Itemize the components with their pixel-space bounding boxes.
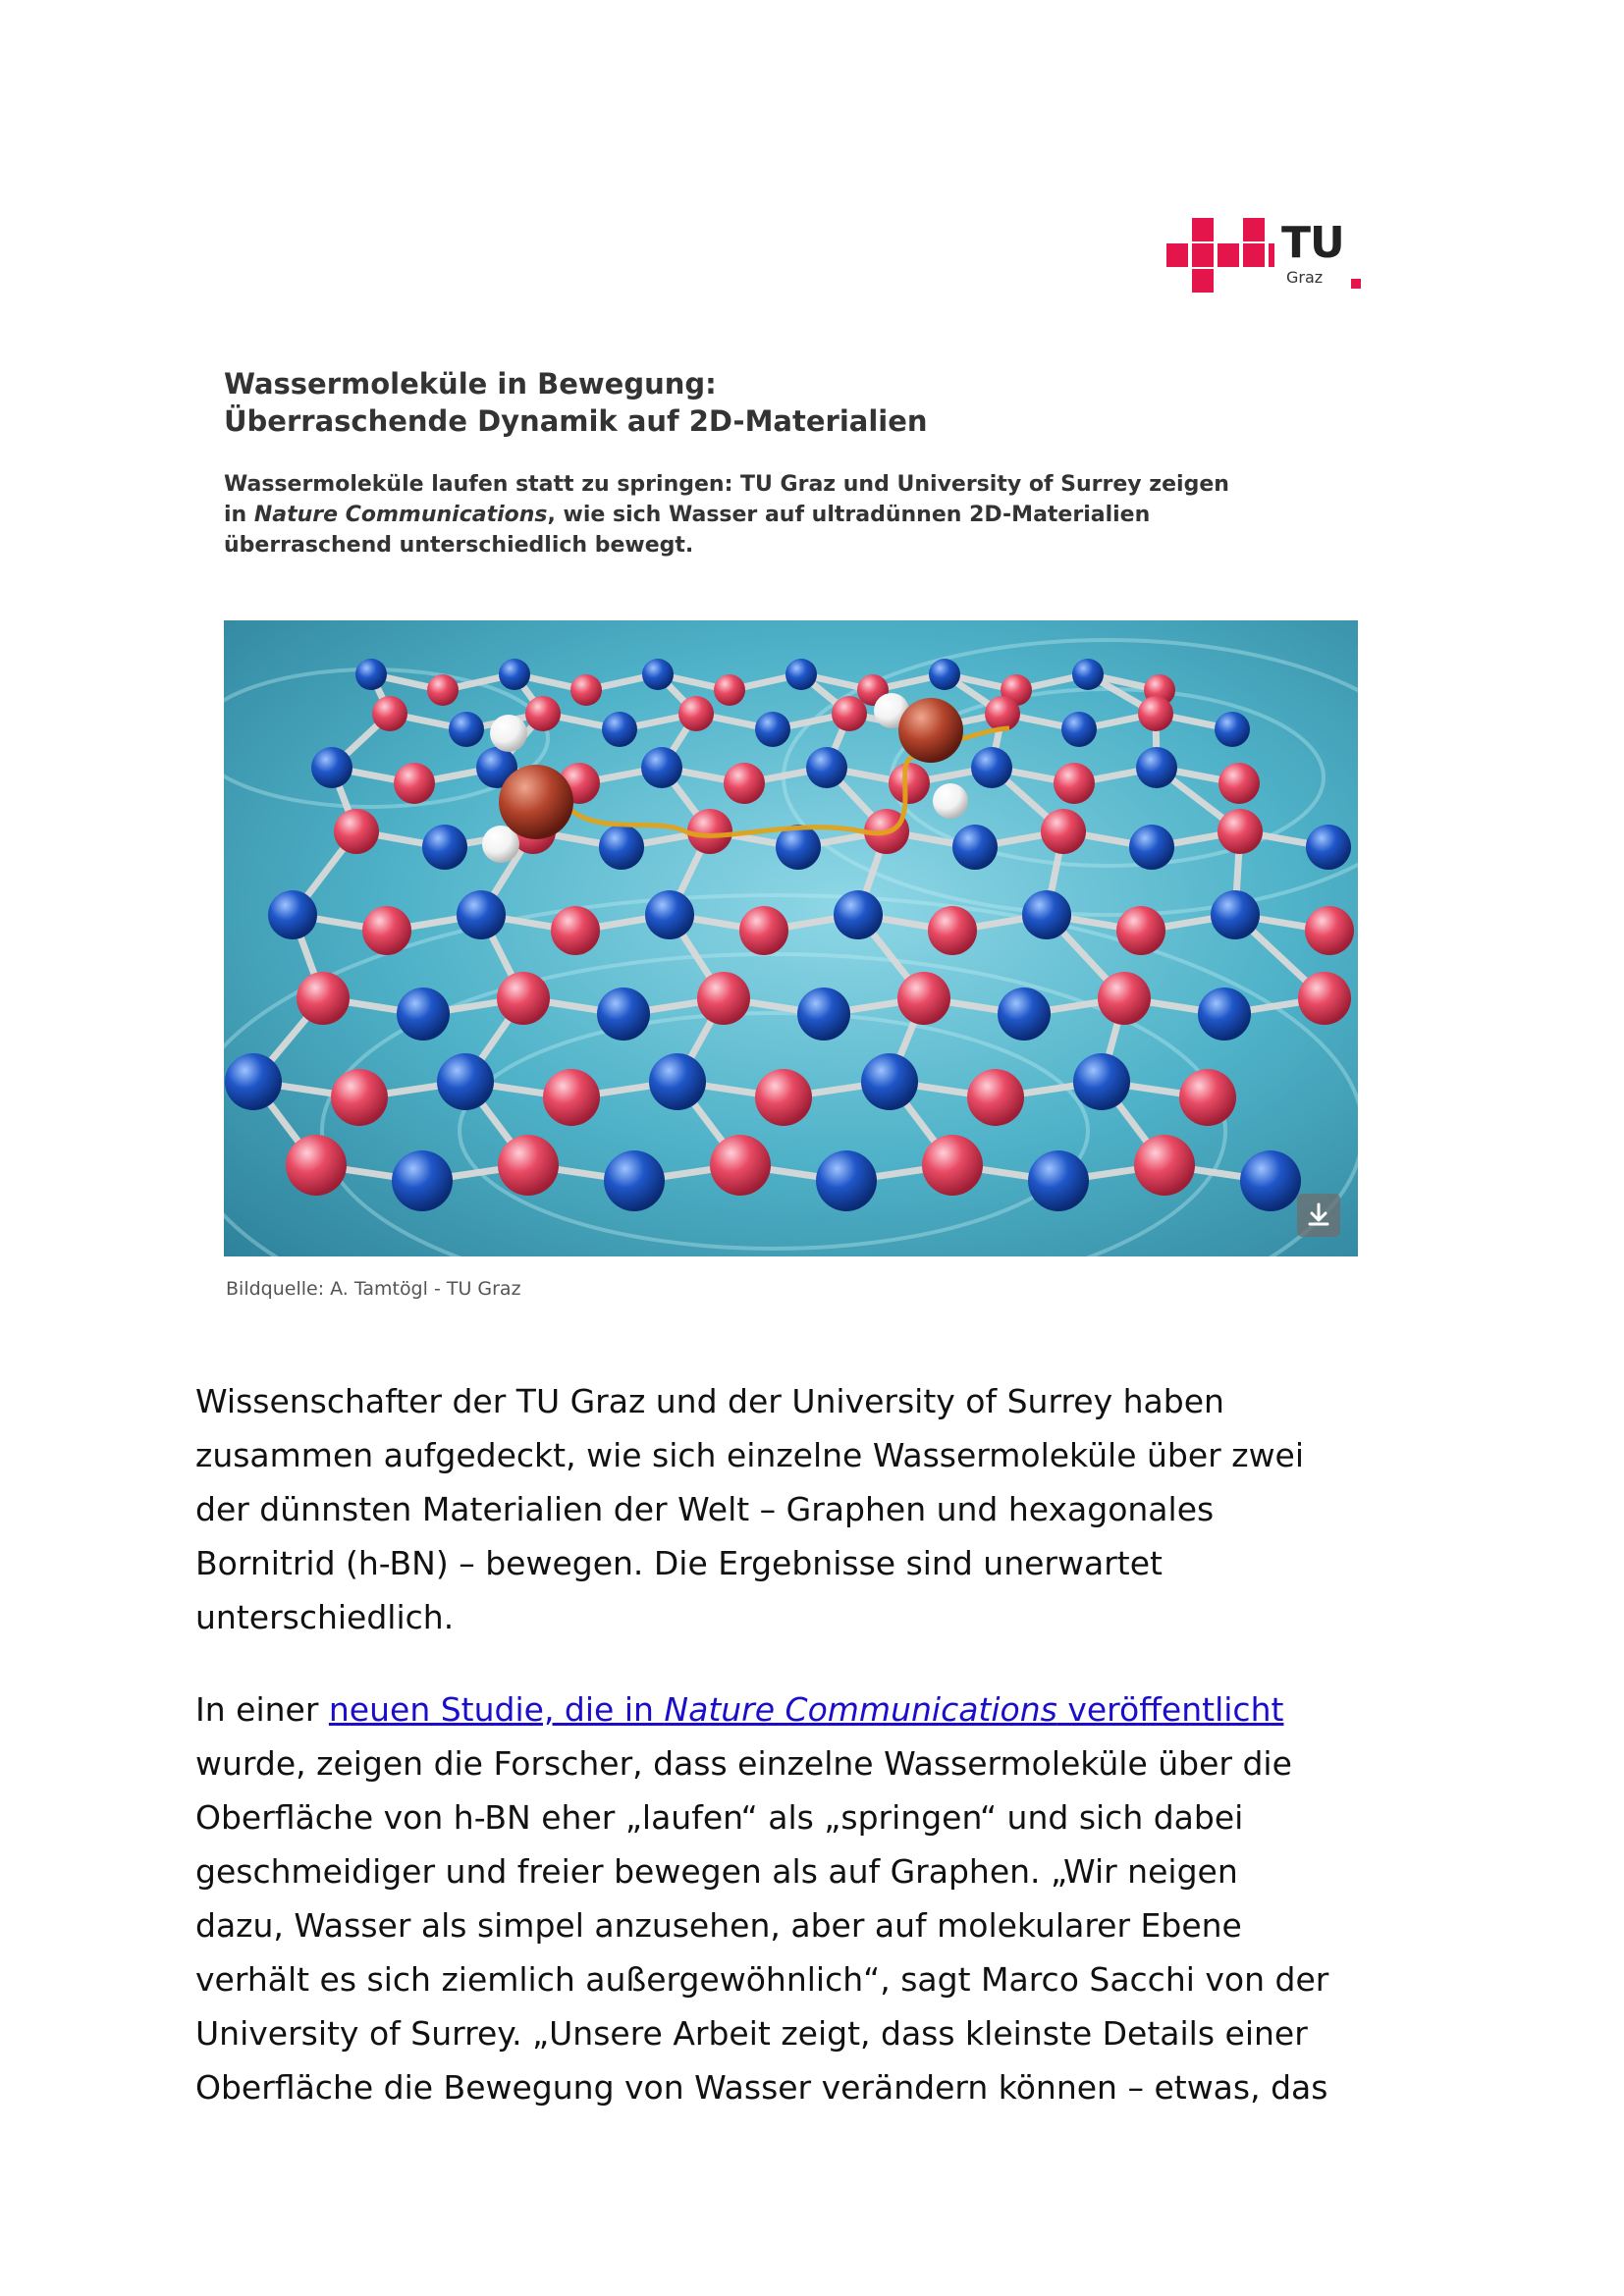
nitrogen-atom bbox=[1179, 1069, 1236, 1126]
boron-atom bbox=[499, 659, 530, 690]
nitrogen-atom bbox=[1116, 906, 1165, 955]
lattice-illustration-svg bbox=[224, 620, 1358, 1256]
study-link[interactable] bbox=[329, 1690, 1284, 1729]
nitrogen-atom bbox=[832, 696, 867, 731]
boron-atom bbox=[597, 988, 650, 1041]
nitrogen-atom bbox=[739, 906, 788, 955]
nitrogen-atom bbox=[724, 763, 765, 804]
paragraph-study-line: verhält es sich ziemlich außergewöhnlich“, sagt Marco Sacchi von der bbox=[195, 1960, 1329, 1999]
nitrogen-atom bbox=[297, 972, 350, 1025]
press-title-line-2: Überraschende Dynamik auf 2D-Materialien bbox=[224, 404, 928, 438]
nitrogen-atom bbox=[1041, 809, 1086, 854]
boron-atom bbox=[392, 1150, 453, 1211]
nitrogen-atom bbox=[1134, 1135, 1195, 1196]
study-link-text-a: neuen Studie, die in bbox=[328, 1690, 665, 1729]
nitrogen-atom bbox=[755, 1069, 812, 1126]
paragraph-study-line-1 bbox=[195, 1682, 1462, 1736]
subtitle-suffix: , wie sich Wasser auf ultradünnen 2D-Materialien bbox=[547, 503, 1151, 527]
press-subtitle bbox=[224, 469, 1353, 561]
logo-subtitle: Graz bbox=[1286, 268, 1324, 287]
boron-atom bbox=[834, 890, 883, 939]
boron-atom bbox=[861, 1053, 918, 1110]
download-button[interactable] bbox=[1297, 1194, 1340, 1237]
logo-wordmark: TU bbox=[1281, 218, 1344, 268]
study-link-text-b: veröffentlicht bbox=[1056, 1690, 1284, 1729]
nitrogen-atom bbox=[525, 696, 561, 731]
boron-atom bbox=[1198, 988, 1251, 1041]
nitrogen-atom bbox=[1218, 763, 1260, 804]
boron-atom bbox=[599, 825, 644, 870]
nitrogen-atom bbox=[551, 906, 600, 955]
nitrogen-atom bbox=[362, 906, 411, 955]
nitrogen-atom bbox=[1098, 972, 1151, 1025]
nitrogen-atom bbox=[543, 1069, 600, 1126]
boron-atom bbox=[785, 659, 817, 690]
nitrogen-atom bbox=[1054, 763, 1095, 804]
nitrogen-atom bbox=[497, 972, 550, 1025]
boron-atom bbox=[1215, 712, 1250, 747]
boron-atom bbox=[971, 747, 1012, 788]
subtitle-journal: Nature Communications bbox=[253, 503, 548, 527]
boron-atom bbox=[1022, 890, 1071, 939]
nitrogen-atom bbox=[394, 763, 435, 804]
nitrogen-atom bbox=[372, 696, 407, 731]
nitrogen-atom bbox=[498, 1135, 559, 1196]
paragraph-intro-line: zusammen aufgedeckt, wie sich einzelne Wassermoleküle über zwei bbox=[195, 1436, 1305, 1474]
paragraph-study-line: Oberfläche die Bewegung von Wasser verändern können – etwas, das bbox=[195, 2068, 1328, 2107]
boron-atom bbox=[225, 1053, 282, 1110]
paragraph-study bbox=[195, 1682, 1462, 2114]
study-link-journal: Nature Communications bbox=[664, 1690, 1057, 1729]
paragraph-intro-line: unterschiedlich. bbox=[195, 1598, 455, 1636]
boron-atom bbox=[1306, 825, 1351, 870]
press-title-line-1: Wassermoleküle in Bewegung: bbox=[224, 367, 717, 400]
nitrogen-atom bbox=[710, 1135, 771, 1196]
boron-atom bbox=[604, 1150, 665, 1211]
boron-atom bbox=[641, 747, 682, 788]
boron-atom bbox=[1211, 890, 1260, 939]
hbn-lattice-illustration bbox=[224, 620, 1358, 1256]
boron-atom bbox=[755, 712, 790, 747]
nitrogen-atom bbox=[1305, 906, 1354, 955]
boron-atom bbox=[929, 659, 960, 690]
nitrogen-atom bbox=[1138, 696, 1173, 731]
nitrogen-atom bbox=[714, 674, 745, 706]
nitrogen-atom bbox=[687, 809, 732, 854]
press-subtitle-line-3: überraschend unterschiedlich bewegt. bbox=[224, 533, 694, 558]
press-subtitle-line-2 bbox=[224, 500, 1353, 530]
paragraph-intro-line: der dünnsten Materialien der Welt – Graphen und hexagonales bbox=[195, 1490, 1215, 1528]
paragraph-intro-line: Wissenschafter der TU Graz und der University of Surrey haben bbox=[195, 1382, 1224, 1420]
nitrogen-atom bbox=[678, 696, 714, 731]
nitrogen-atom bbox=[570, 674, 602, 706]
paragraph-study-line: Oberfläche von h-BN eher „laufen“ als „springen“ und sich dabei bbox=[195, 1798, 1244, 1837]
boron-atom bbox=[268, 890, 317, 939]
nitrogen-atom bbox=[928, 906, 977, 955]
boron-atom bbox=[311, 747, 352, 788]
boron-atom bbox=[457, 890, 506, 939]
boron-atom bbox=[437, 1053, 494, 1110]
paragraph-study-rest bbox=[195, 1736, 1462, 2114]
paragraph-study-line: dazu, Wasser als simpel anzusehen, aber auf molekularer Ebene bbox=[195, 1906, 1242, 1945]
paragraph-intro-line: Bornitrid (h-BN) – bewegen. Die Ergebnisse sind unerwartet bbox=[195, 1544, 1163, 1582]
boron-atom bbox=[816, 1150, 877, 1211]
paragraph-study-line: University of Surrey. „Unsere Arbeit zeigt, dass kleinste Details einer bbox=[195, 2014, 1308, 2053]
paragraph-study-line: geschmeidiger und freier bewegen als auf Graphen. „Wir neigen bbox=[195, 1852, 1238, 1891]
boron-atom bbox=[602, 712, 637, 747]
boron-atom bbox=[449, 712, 484, 747]
boron-atom bbox=[649, 1053, 706, 1110]
paragraph-study-intro: In einer bbox=[195, 1690, 329, 1729]
boron-atom bbox=[1129, 825, 1174, 870]
boron-atom bbox=[1136, 747, 1177, 788]
boron-atom bbox=[1073, 1053, 1130, 1110]
boron-atom bbox=[952, 825, 998, 870]
paragraph-intro bbox=[195, 1374, 1462, 1644]
boron-atom bbox=[1061, 712, 1097, 747]
nitrogen-atom bbox=[1298, 972, 1351, 1025]
press-title bbox=[224, 365, 928, 440]
nitrogen-atom bbox=[1218, 809, 1263, 854]
nitrogen-atom bbox=[985, 696, 1020, 731]
nitrogen-atom bbox=[889, 763, 930, 804]
boron-atom bbox=[998, 988, 1051, 1041]
paragraph-study-line: wurde, zeigen die Forscher, dass einzelne Wassermoleküle über die bbox=[195, 1744, 1292, 1783]
download-icon bbox=[1297, 1194, 1340, 1237]
nitrogen-atom bbox=[427, 674, 459, 706]
boron-atom bbox=[645, 890, 694, 939]
nitrogen-atom bbox=[697, 972, 750, 1025]
boron-atom bbox=[1240, 1150, 1301, 1211]
nitrogen-atom bbox=[897, 972, 950, 1025]
nitrogen-atom bbox=[286, 1135, 347, 1196]
image-caption: Bildquelle: A. Tamtögl - TU Graz bbox=[226, 1278, 521, 1300]
subtitle-prefix: in bbox=[224, 503, 254, 527]
nitrogen-atom bbox=[334, 809, 379, 854]
nitrogen-atom bbox=[331, 1069, 388, 1126]
boron-atom bbox=[355, 659, 387, 690]
boron-atom bbox=[1028, 1150, 1089, 1211]
press-subtitle-line-1: Wassermoleküle laufen statt zu springen: TU Graz und University of Surrey zeigen bbox=[224, 472, 1229, 497]
boron-atom bbox=[422, 825, 467, 870]
nitrogen-atom bbox=[922, 1135, 983, 1196]
boron-atom bbox=[397, 988, 450, 1041]
boron-atom bbox=[642, 659, 674, 690]
nitrogen-atom bbox=[967, 1069, 1024, 1126]
boron-atom bbox=[806, 747, 847, 788]
boron-atom bbox=[797, 988, 850, 1041]
boron-atom bbox=[1072, 659, 1104, 690]
